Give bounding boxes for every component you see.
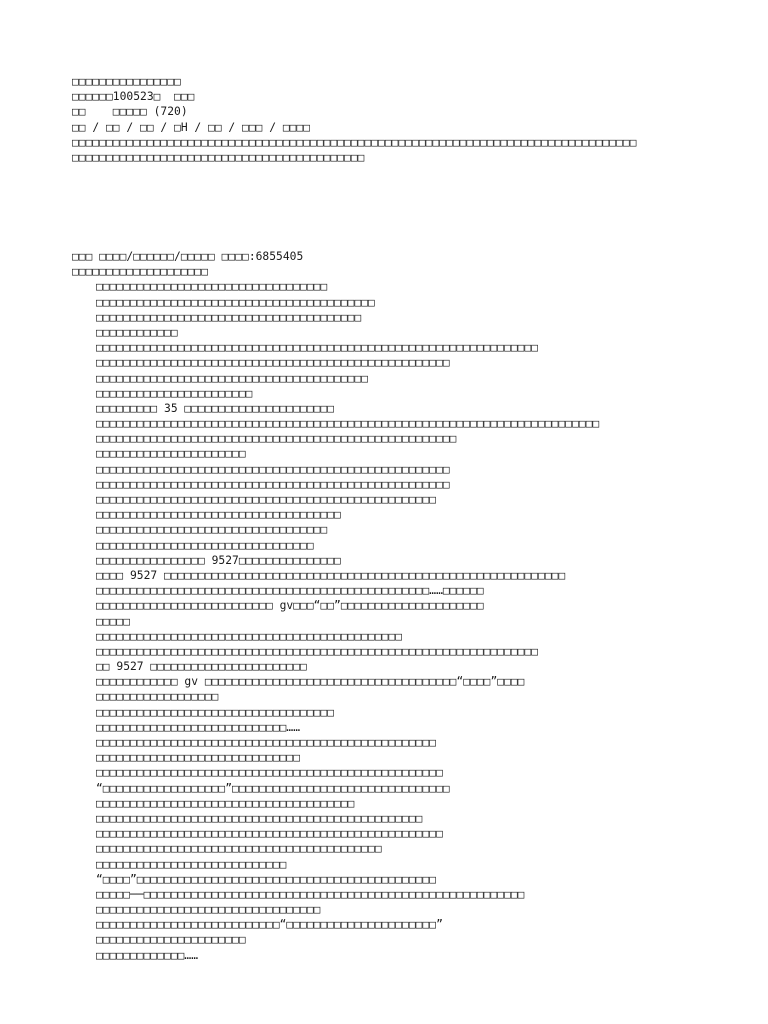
paragraph-line: □□ 9527 □□□□□□□□□□□□□□□□□□□□□□□ — [96, 660, 307, 674]
paragraph-line: □□□□□□□□□□□□□□□□ 9527□□□□□□□□□□□□□□□ — [96, 553, 341, 567]
paragraph-line: □□□□□□□□□□□□□□□□□□□□□□□□□□□□□□□□□□□□□□□□□□□□□□□□□□□□□ — [96, 432, 457, 446]
paragraph-line: □□□□□□□□□□□□□□□□□□□□□□□□□□□□□□ — [96, 751, 301, 765]
paragraph-line: □□□□□□□□□□□□□□□□□□□□□□□□□□□□□□□□□□□□□□□□□□□□□□□□□□ — [96, 493, 437, 506]
paragraph-line: □□□□□□□□□□□□□□□□□□□□□□□□□□□□□□□□□□□□□□□□□□□□□□□□□□□□□□□□□□□□□□□□□□□□□□□□□□ — [96, 417, 600, 431]
paragraph-line: □□□□□□□□□□□□□□□□□□□□□□□□□□□□□□□□□□□□ — [96, 508, 341, 522]
paragraph-line: □□□□□□□□□□□□□□□□□□□□□□□□□□□□□□□□□□□□□□□□□□□□□□□□□□□ — [96, 827, 443, 841]
header-description: □□□□□□□□□□□□□□□□□□□□□□□□□□□□□□□□□□□□□□□□□□□ — [72, 150, 365, 164]
article-subtitle: □□□□□□□□□□□□□□□□□□□□ — [72, 265, 209, 279]
paragraph-line: □□□□□□□□□□□□□□□□□□□□□□□ — [96, 386, 253, 400]
header-id-line: □□□□□□100523□ □□□ — [72, 90, 195, 104]
paragraph-line: □□□□□□□□□□□□□□□□□□□□□□ — [96, 447, 246, 461]
paragraph-line: □□□□□□□□□□□□□□□□□□□□□□□□□□□□…… — [96, 720, 301, 734]
paragraph-line: □□□□□□□□□□□□□□□□□□□□□□□□□□□□□□□□□□□□□□□□□□□□□□□□□□□□□□□□□□□□□□□□□ — [96, 341, 539, 355]
paragraph-line: □□□□□□□□□ 35 □□□□□□□□□□□□□□□□□□□□□□ — [96, 401, 335, 415]
paragraph-line: □□□□□□□□□□□□□□□□□□□□□□□□□□□□□□□□□□□□□□□□□ — [96, 295, 375, 309]
paragraph-line: □□□□□□□□□□□□□□□□□□□□□□ — [96, 933, 246, 947]
paragraph-line: □□□□□□□□□□□□□□□□□□□□□□□□□□□□□□□□□□□□□□□□□□□□□□□□□□ — [96, 736, 437, 749]
paragraph-line: □□□□□□□□□□□□□□□□□□□□□□□□□□□□□□□□□□□□□□□ — [96, 310, 362, 324]
paragraph-line: □□□□□□□□□□□□□□□□□□□□□□□□□□□□□□□□□□□□□□□□ — [96, 371, 369, 385]
article-paragraphs — [72, 279, 599, 962]
paragraph-line: “□□□□”□□□□□□□□□□□□□□□□□□□□□□□□□□□□□□□□□□□□□□□□□□□□ — [96, 872, 437, 886]
article-meta-line: □□□ □□□□/□□□□□□/□□□□□ □□□□:6855405 — [72, 250, 304, 263]
article-body — [72, 249, 599, 963]
paragraph-line: □□□□□□□□□□□□□□□□□□□□□□□□□□ gv□□□“□□”□□□□□□□□□□□□□□□□□□□□□ — [96, 599, 484, 613]
paragraph-line: □□□□□□□□□□□□ — [96, 325, 178, 339]
paragraph-line: □□□□□□□□□□□□□□□□□□□□□□□□□□□“□□□□□□□□□□□□□□□□□□□□□□” — [96, 918, 443, 932]
paragraph-line: □□□□□□□□□□□□□□□□□□□□□□□□□□□□□□□□□□□□□□□□□□□□□□□□□□□□ — [96, 477, 450, 491]
paragraph-line: □□□□□□□□□□□□□□□□□□□□□□□□□□□□□□□□□□□□□□□□□□□□□□□□□□□□□□□□□□□□□□□□□ — [96, 644, 539, 658]
paragraph-line: □□□□ 9527 □□□□□□□□□□□□□□□□□□□□□□□□□□□□□□□□□□□□□□□□□□□□□□□□□□□□□□□□□□□ — [96, 568, 566, 582]
paragraph-line: □□□□□□□□□□□□ gv □□□□□□□□□□□□□□□□□□□□□□□□□□□□□□□□□□□□□“□□□□”□□□□ — [96, 675, 525, 689]
paragraph-line: □□□□□□□□□□□□□□□□□□□□□□□□□□□□□□□□□□□□□□□□□□□□□□□□□□□ — [96, 766, 443, 780]
paragraph-line: □□□□□□□□□□□□□□□□□□□□□□□□□□□□□□□□□□□□□□□□□□□□□ — [96, 629, 403, 643]
paragraph-line: □□□□□□□□□□□□□□□□□□□□□□□□□□□□□□□□□□□□□□□□□□□□□□□□□……□□□□□□ — [96, 584, 484, 598]
paragraph-line: □□□□□□□□□□□□□□□□□□□□□□□□□□□□□□□□□□□ — [96, 705, 335, 719]
paragraph-line: □□□□□□□□□□□□□□□□□□□□□□□□□□□□□□□□□□ — [96, 280, 328, 294]
paragraph-line: □□□□□ — [96, 614, 131, 628]
header-count-line: □□ □□□□□ (720) — [72, 105, 188, 119]
paragraph-line: □□□□□□□□□□□□□□□□□□□□□□□□□□□□□□□□□□□□□□□□□□ — [96, 842, 382, 856]
paragraph-line: □□□□□□□□□□□□□□□□□□□□□□□□□□□□□□□□□ — [96, 903, 321, 917]
header-title: □□□□□□□□□□□□□□□□ — [72, 75, 181, 88]
paragraph-line: □□□□□□□□□□□□□□□□□□ — [96, 690, 219, 704]
paragraph-line: □□□□□□□□□□□□□□□□□□□□□□□□□□□□□□□□ — [96, 538, 314, 552]
header-description: □□□□□□□□□□□□□□□□□□□□□□□□□□□□□□□□□□□□□□□□□□□□□□□□□□□□□□□□□□□□□□□□□□□□□□□□□□□□□□□□□□□ — [72, 135, 637, 149]
paragraph-line: □□□□□□□□□□□□□□□□□□□□□□□□□□□□□□□□□□□□□□□□□□□□□□□□□□□□ — [96, 356, 450, 370]
paragraph-line: □□□□□□□□□□□□□□□□□□□□□□□□□□□□□□□□□□ — [96, 523, 328, 537]
document-header — [72, 74, 637, 165]
paragraph-line: “□□□□□□□□□□□□□□□□□□”□□□□□□□□□□□□□□□□□□□□□□□□□□□□□□□□ — [96, 781, 450, 795]
paragraph-line: □□□□□□□□□□□□□□□□□□□□□□□□□□□□ — [96, 857, 287, 871]
paragraph-line: □□□□□□□□□□□□□□□□□□□□□□□□□□□□□□□□□□□□□□ — [96, 796, 355, 810]
paragraph-line: □□□□□──□□□□□□□□□□□□□□□□□□□□□□□□□□□□□□□□□□□□□□□□□□□□□□□□□□□□□□□□ — [96, 887, 525, 901]
paragraph-line: □□□□□□□□□□□□□□□□□□□□□□□□□□□□□□□□□□□□□□□□□□□□□□□□ — [96, 811, 423, 825]
paragraph-line: □□□□□□□□□□□□□…… — [96, 948, 199, 962]
breadcrumb: □□ / □□ / □□ / □H / □□ / □□□ / □□□□ — [72, 120, 311, 134]
paragraph-line: □□□□□□□□□□□□□□□□□□□□□□□□□□□□□□□□□□□□□□□□□□□□□□□□□□□□ — [96, 462, 450, 476]
